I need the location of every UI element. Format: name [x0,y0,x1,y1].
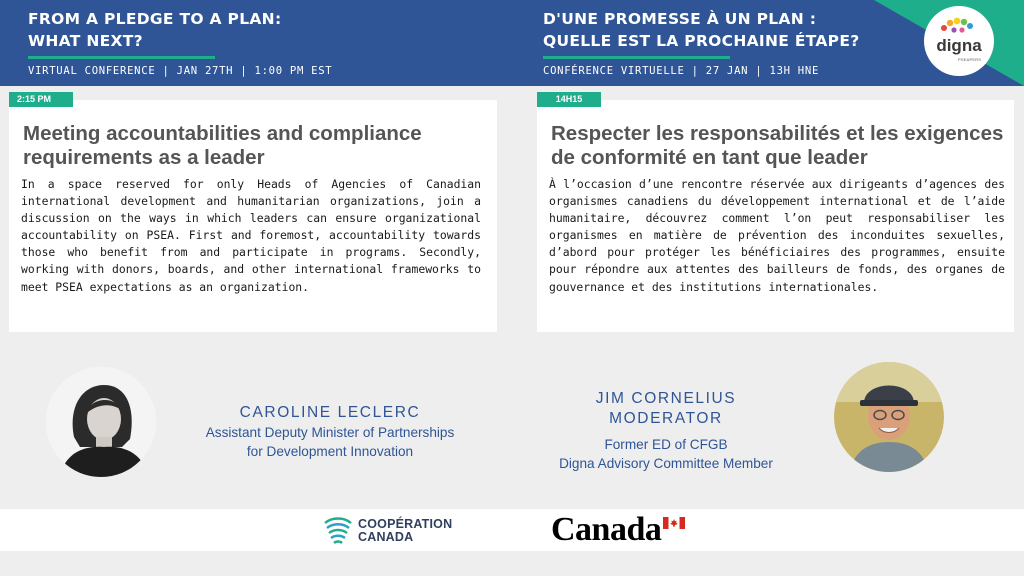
header-title-fr-line2: QUELLE EST LA PROCHAINE ÉTAPE? [543,32,860,50]
speaker-name-jim: JIM CORNELIUS [595,390,737,407]
footer-logos [0,509,1024,551]
session-description-fr: À l’occasion d’une rencontre réservée aux dirigeants d’agences des organismes canadiens du développement international et de l’aide humanitaire, découvrez comment l’on peut responsabiliser les organismes en matière de prévention des inconduites sexuelles, d’abord pour protéger les bénéficiaires des programmes, ensuite pour répondre aux attentes des bailleurs de fonds, des organes de gouvernance et des institutions internationales. [549,177,1005,294]
header-divider-en [28,56,215,59]
session-card-fr [537,94,1014,332]
speaker-title-caroline-line2: for Development Innovation [246,444,414,459]
digna-logo-tagline: PSEAPERS [958,57,982,62]
header-title-en-line2: WHAT NEXT? [28,32,143,50]
cooperation-canada-line2: CANADA [358,530,414,544]
header-title-fr-line1: D'UNE PROMESSE À UN PLAN : [543,10,817,28]
speaker-jim [520,389,812,473]
speaker-title-caroline-line1: Assistant Deputy Minister of Partnerships [205,425,455,440]
digna-logo [924,6,994,76]
session-card-en [9,94,497,332]
header-fr [543,8,860,77]
header-en [28,8,332,77]
header-banner [0,0,1024,86]
session-title-fr: Respecter les responsabilités et les exigences de conformité en tant que leader [551,122,1004,169]
speaker-portrait-caroline-icon [46,367,156,477]
speaker-name-caroline: CAROLINE LECLERC [239,404,421,421]
speaker-title-jim-line1: Former ED of CFGB [604,437,728,452]
speaker-caroline [170,403,490,461]
speaker-photo-caroline [46,367,156,477]
cooperation-canada-wordmark [358,518,452,544]
header-subtitle-fr: CONFÉRENCE VIRTUELLE | 27 JAN | 13H HNE [543,65,820,77]
digna-dots-logo-icon [938,16,978,36]
canada-flag-icon [663,517,685,529]
canada-wordmark-text: Canada [551,511,662,548]
header-divider-fr [543,56,730,59]
session-time-badge-fr: 14H15 [537,92,601,107]
cooperation-canada-line1: COOPÉRATION [358,517,453,531]
cooperation-canada-logo [322,515,472,547]
header-subtitle-en: VIRTUAL CONFERENCE | JAN 27TH | 1:00 PM EST [28,65,333,77]
speaker-title-jim-line2: Digna Advisory Committee Member [559,456,773,471]
digna-logo-word: digna [936,36,982,55]
session-title-en: Meeting accountabilities and compliance requirements as a leader [23,122,422,169]
session-time-badge-en: 2:15 PM [9,92,73,107]
speaker-photo-jim [834,362,944,472]
header-title-en-line1: FROM A PLEDGE TO A PLAN: [28,10,282,28]
session-description-en: In a space reserved for only Heads of Agencies of Canadian international development and humanitarian organizations, join a discussion on the ways in which leaders can ensure organizational accountability on PSEA. First and foremost, accountability towards those who benefit from and participate in programs. Secondly, working with donors, boards, and other international frameworks to meet PSEA expectations as an organization. [21,177,481,294]
canada-wordmark [551,512,691,548]
speaker-role-jim: MODERATOR [609,410,723,427]
speaker-portrait-jim-icon [834,362,944,472]
cooperation-canada-mark-icon [322,515,354,547]
